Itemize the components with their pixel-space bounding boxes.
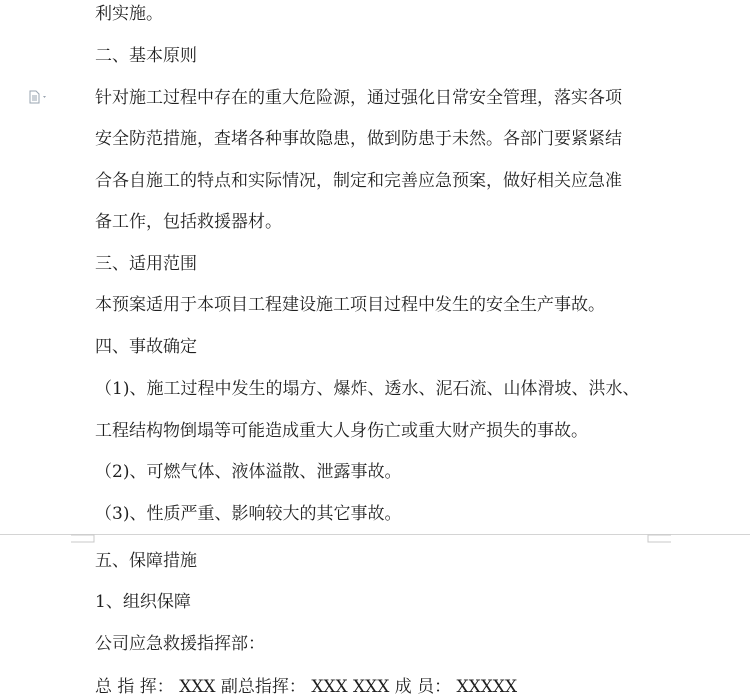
text-line: 合各自施工的特点和实际情况，制定和完善应急预案，做好相关应急准 [95, 171, 622, 191]
section-heading-principles: 二、基本原则 [95, 46, 197, 66]
page-corner-mark-right [647, 529, 671, 540]
subsection-heading: 1、组织保障 [95, 592, 191, 612]
text-line: 利实施。 [95, 4, 163, 24]
text-line: 针对施工过程中存在的重大危险源，通过强化日常安全管理，落实各项 [95, 88, 622, 108]
paragraph-menu-icon[interactable] [28, 89, 52, 103]
section-heading-measures: 五、保障措施 [95, 551, 197, 571]
list-item: （1)、施工过程中发生的塌方、爆炸、透水、泥石流、山体滑坡、洪水、 [95, 379, 640, 399]
page-corner-mark-left [71, 529, 95, 540]
text-line: 工程结构物倒塌等可能造成重大人身伤亡或重大财产损失的事故。 [95, 421, 588, 441]
text-line: 安全防范措施，查堵各种事故隐患，做到防患于未然。各部门要紧紧结 [95, 129, 622, 149]
text-line-cutoff: 总 指 挥： XXX 副总指挥： XXX XXX 成 员： XXXXX [95, 677, 518, 697]
list-item: （3)、性质严重、影响较大的其它事故。 [95, 504, 402, 524]
list-item: （2)、可燃气体、液体溢散、泄露事故。 [95, 462, 402, 482]
text-line: 本预案适用于本项目工程建设施工项目过程中发生的安全生产事故。 [95, 295, 605, 315]
section-heading-accidents: 四、事故确定 [95, 337, 197, 357]
text-line: 备工作，包括救援器材。 [95, 212, 282, 232]
text-line: 公司应急救援指挥部： [95, 634, 265, 654]
page-break-divider [0, 534, 750, 535]
section-heading-scope: 三、适用范围 [95, 254, 197, 274]
